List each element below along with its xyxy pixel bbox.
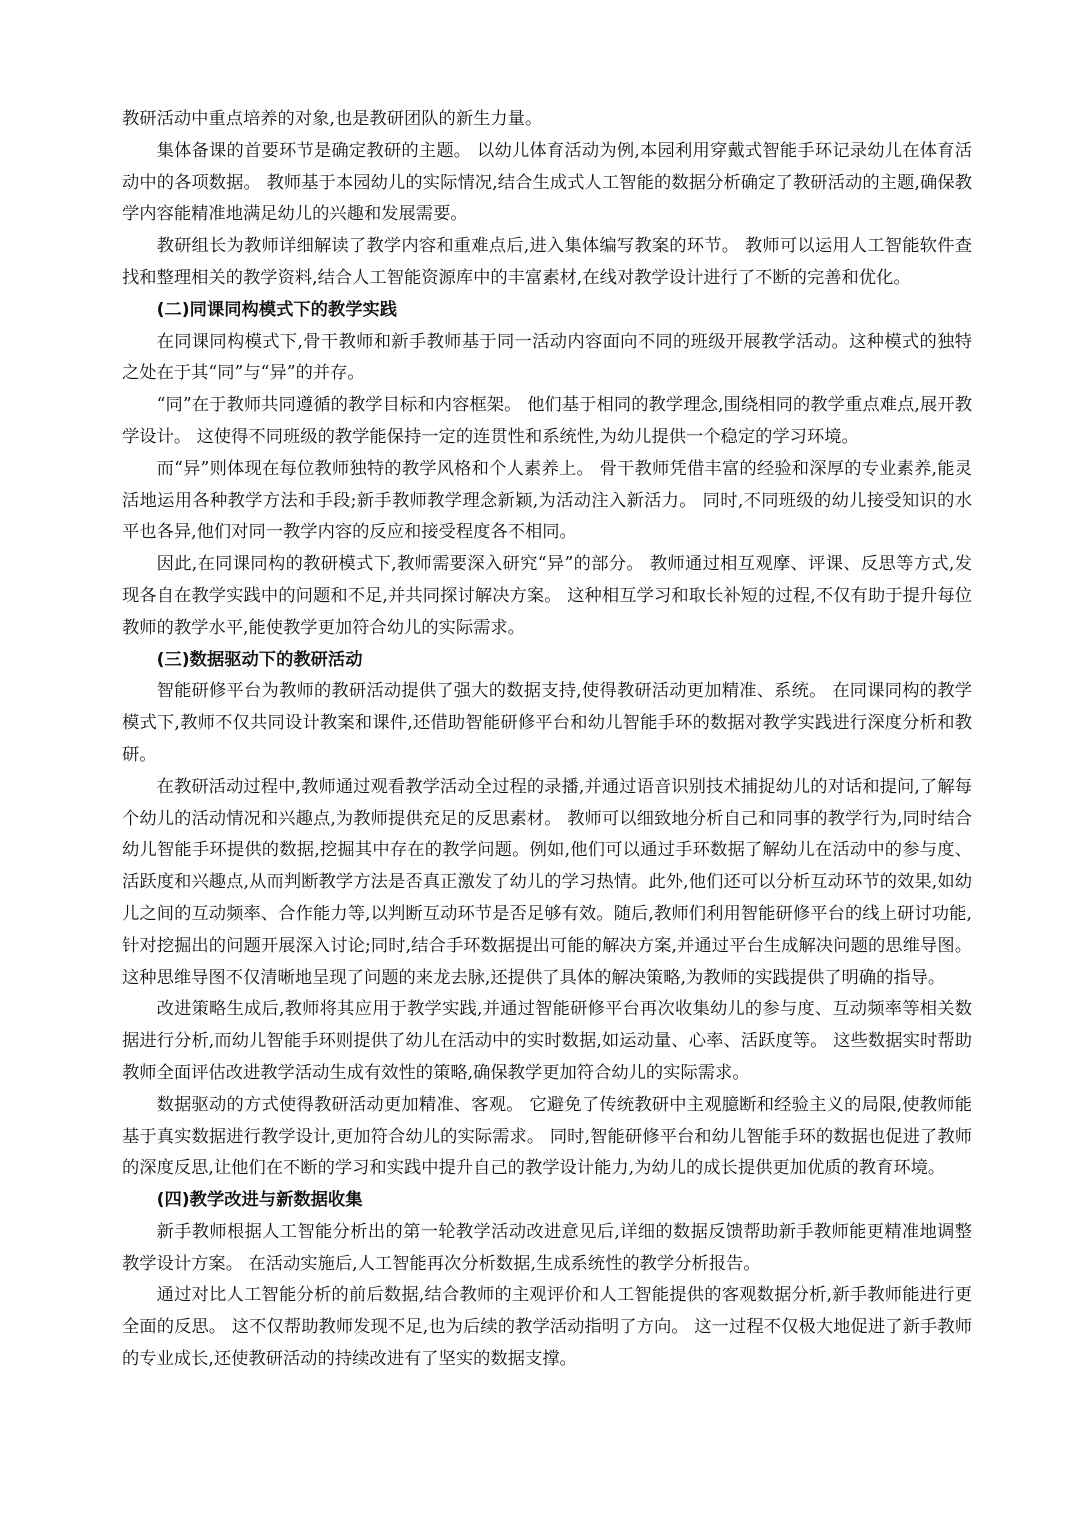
paragraph-collective-lesson-topic: 集体备课的首要环节是确定教研的主题。 以幼儿体育活动为例,本园利用穿戴式智能手环记录幼儿在体育活动中的各项数据。 教师基于本园幼儿的实际情况,结合生成式人工智能的数据分析确定了教研活动的主题,确保教学内容能精准地满足幼儿的兴趣和发展需要。 — [122, 140, 972, 225]
paragraph-teaching-adjustment: 新手教师根据人工智能分析出的第一轮教学活动改进意见后,详细的数据反馈帮助新手教师能更精准地调整教学设计方案。 在活动实施后,人工智能再次分析数据,生成系统性的教学分析报告。 — [122, 1221, 972, 1274]
paragraph-data-driven-benefits: 数据驱动的方式使得教研活动更加精准、客观。 它避免了传统教研中主观臆断和经验主义的局限,使教师能基于真实数据进行教学设计,更加符合幼儿的实际需求。 同时,智能研修平台和幼儿智能手环的数据也促进了教师的深度反思,让他们在不断的学习和实践中提升自己的教学设计能力,为幼儿的成长提供更加优质的教育环境。 — [122, 1094, 972, 1179]
paragraph-lesson-plan-writing: 教研组长为教师详细解读了教学内容和重难点后,进入集体编写教案的环节。 教师可以运用人工智能软件查找和整理相关的教学资料,结合人工智能资源库中的丰富素材,在线对教学设计进行了不断的完善和优化。 — [122, 236, 972, 288]
paragraph-strategy-application: 改进策略生成后,教师将其应用于教学实践,并通过智能研修平台再次收集幼儿的参与度、互动频率等相关数据进行分析,而幼儿智能手环则提供了幼儿在活动中的实时数据,如运动量、心率、活跃度等。 这些数据实时帮助教师全面评估改进教学活动生成有效性的策略,确保教学更加符合幼儿的实际需求。 — [122, 999, 972, 1083]
paragraph-continuation: 教研活动中重点培养的对象,也是教研团队的新生力量。 — [122, 109, 543, 129]
paragraph-different-aspect: 而“异”则体现在每位教师独特的教学风格和个人素养上。 骨干教师凭借丰富的经验和深厚的专业素养,能灵活地运用各种教学方法和手段;新手教师教学理念新颖,为活动注入新活力。 同时,不同班级的幼儿接受知识的水平也各异,他们对同一教学内容的反应和接受程度各不相同。 — [122, 458, 972, 543]
document-page — [122, 104, 972, 1376]
paragraph-same-aspect: “同”在于教师共同遵循的教学目标和内容框架。 他们基于相同的教学理念,围绕相同的教学重点难点,展开教学设计。 这使得不同班级的教学能保持一定的连贯性和系统性,为幼儿提供一个稳定的学习环境。 — [122, 395, 972, 447]
paragraph-reflection: 通过对比人工智能分析的前后数据,结合教师的主观评价和人工智能提供的客观数据分析,新手教师能进行更全面的反思。 这不仅帮助教师发现不足,也为后续的教学活动指明了方向。 这一过程不仅极大地促进了新手教师的专业成长,还使教研活动的持续改进有了坚实的数据支撑。 — [122, 1285, 972, 1370]
paragraph-research-process: 在教研活动过程中,教师通过观看教学活动全过程的录播,并通过语音识别技术捕捉幼儿的对话和提问,了解每个幼儿的活动情况和兴趣点,为教师提供充足的反思素材。 教师可以细致地分析自己和同事的教学行为,同时结合幼儿智能手环提供的数据,挖掘其中存在的教学问题。例如,他们可以通过手环数据了解幼儿在活动中的参与度、活跃度和兴趣点,从而判断教学方法是否真正激发了幼儿的学习热情。此外,他们还可以分析互动环节的效果,如幼儿之间的互动频率、合作能力等,以判断互动环节是否足够有效。随后,教师们利用智能研修平台的线上研讨功能,针对挖掘出的问题开展深入讨论;同时,结合手环数据提出可能的解决方案,并通过平台生成解决问题的思维导图。 这种思维导图不仅清晰地呈现了问题的来龙去脉,还提供了具体的解决策略,为教师的实践提供了明确的指导。 — [122, 776, 972, 988]
paragraph-same-lesson-intro: 在同课同构模式下,骨干教师和新手教师基于同一活动内容面向不同的班级开展教学活动。这种模式的独特之处在于其“同”与“异”的并存。 — [122, 331, 972, 384]
section-heading-4: (四)教学改进与新数据收集 — [156, 1190, 363, 1211]
paragraph-research-difference: 因此,在同课同构的教研模式下,教师需要深入研究“异”的部分。 教师通过相互观摩、评课、反思等方式,发现各自在教学实践中的问题和不足,并共同探讨解决方案。 这种相互学习和取长补短的过程,不仅有助于提升每位教师的教学水平,能使教学更加符合幼儿的实际需求。 — [122, 554, 972, 638]
section-heading-3: (三)数据驱动下的教研活动 — [156, 649, 363, 670]
section-heading-2: (二)同课同构模式下的教学实践 — [156, 299, 398, 320]
paragraph-platform-support: 智能研修平台为教师的教研活动提供了强大的数据支持,使得教研活动更加精准、系统。 在同课同构的教学模式下,教师不仅共同设计教案和课件,还借助智能研修平台和幼儿智能手环的数据对教学实践进行深度分析和教研。 — [122, 681, 972, 765]
